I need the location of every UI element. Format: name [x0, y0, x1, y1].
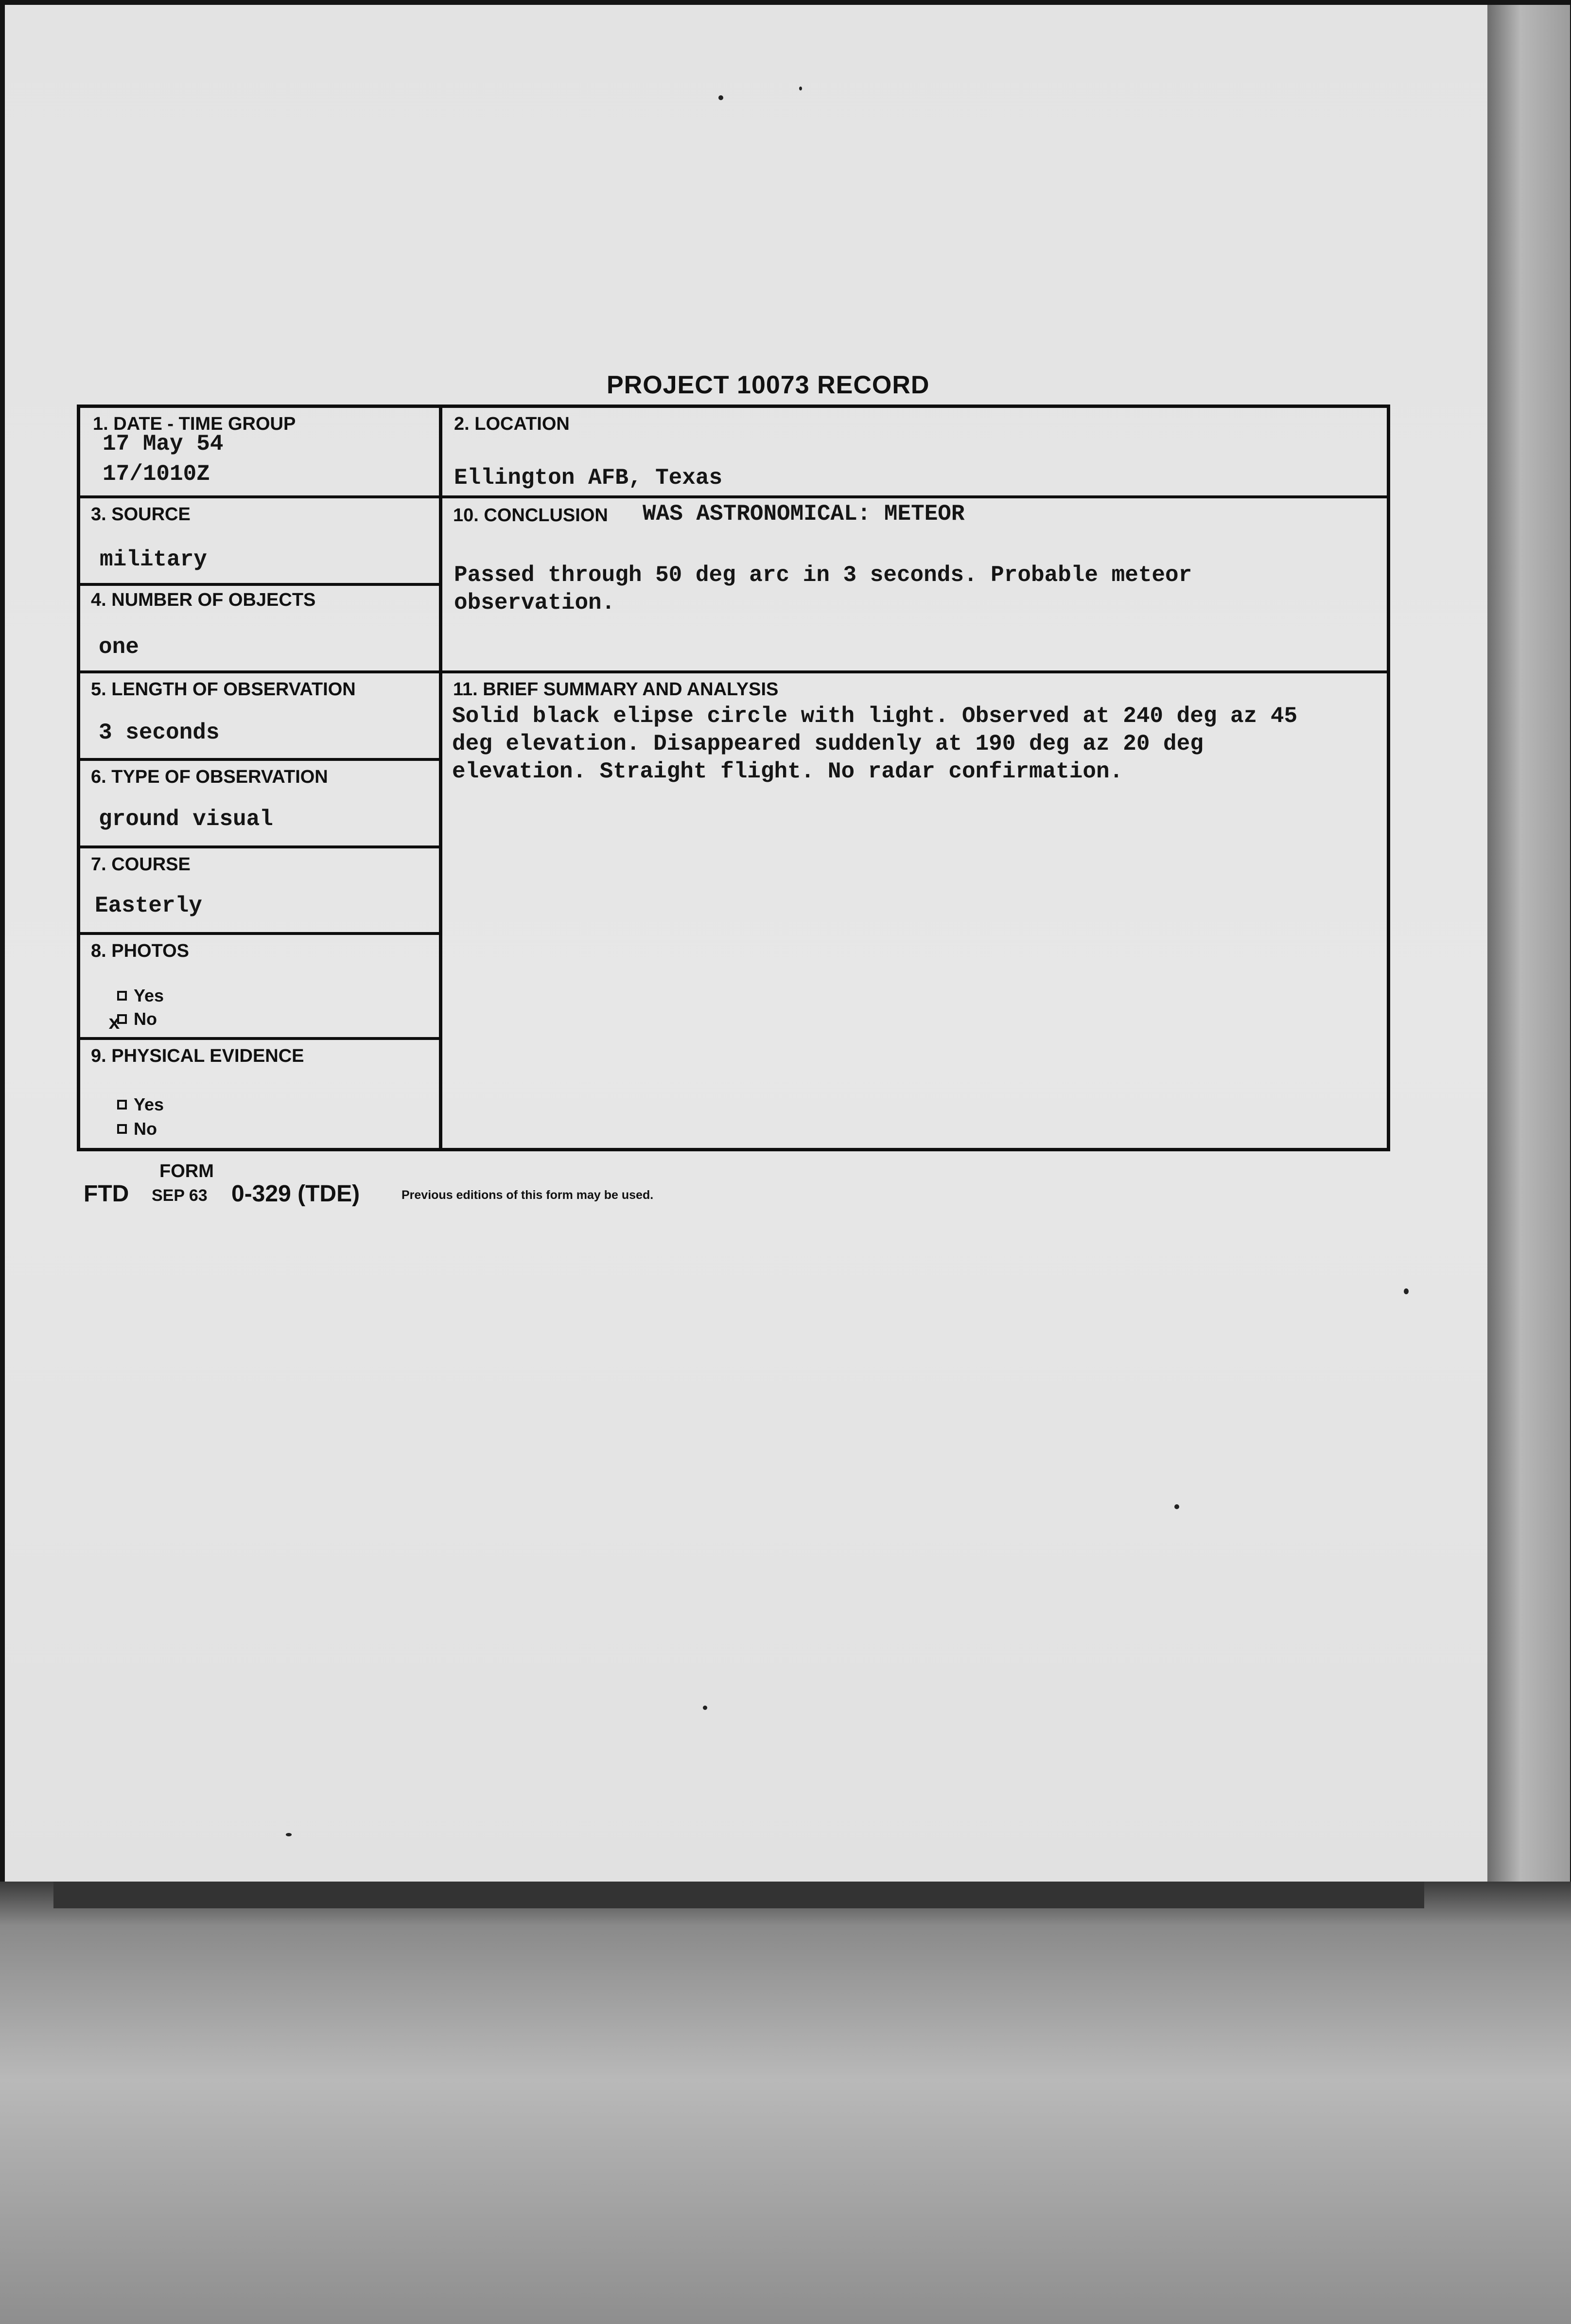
footer-sep: SEP 63: [152, 1186, 208, 1205]
photos-yes-checkbox[interactable]: [117, 991, 127, 1001]
location-cell: [442, 408, 1390, 495]
page-shadow: [53, 1882, 1424, 1908]
page-edge: [1487, 5, 1570, 1882]
course-cell: [80, 848, 439, 932]
physical-yes-option[interactable]: [117, 1094, 164, 1115]
photos-cell: [80, 935, 439, 1037]
summary-label: 11. BRIEF SUMMARY AND ANALYSIS: [453, 679, 779, 700]
dust-speck: [703, 1706, 707, 1710]
footer-form-number: 0-329 (TDE): [231, 1181, 360, 1207]
summary-cell: [442, 673, 1390, 1148]
date-value: 17 May 54: [103, 431, 224, 457]
dust-speck: [1174, 1504, 1179, 1509]
photos-no-option[interactable]: [108, 1009, 157, 1035]
location-value: Ellington AFB, Texas: [454, 465, 723, 491]
physical-evidence-cell: [80, 1040, 439, 1148]
photos-label: 8. PHOTOS: [91, 941, 190, 961]
dust-speck: [286, 1833, 292, 1836]
length-cell: [80, 673, 439, 758]
photos-no-checkbox[interactable]: [108, 1013, 127, 1035]
course-value: Easterly: [95, 893, 202, 918]
dust-speck: [718, 95, 723, 100]
source-cell: [80, 498, 439, 583]
physical-evidence-label: 9. PHYSICAL EVIDENCE: [91, 1046, 304, 1066]
conclusion-cell: [442, 498, 1390, 670]
num-objects-cell: [80, 586, 439, 670]
physical-no-option[interactable]: [117, 1119, 157, 1139]
length-value: 3 seconds: [99, 720, 220, 745]
num-objects-label: 4. NUMBER OF OBJECTS: [91, 590, 316, 610]
physical-no-label: No: [134, 1119, 157, 1139]
photos-no-mark: x: [108, 1013, 121, 1035]
summary-text: Solid black elipse circle with light. Observed at 240 deg az 45 deg elevation. Disappeared suddenly at 190 deg az 20 deg elevation. Straight flight. No radar confirmation.: [452, 704, 1298, 784]
source-value: military: [100, 547, 207, 572]
source-label: 3. SOURCE: [91, 504, 191, 525]
physical-no-checkbox[interactable]: [117, 1124, 127, 1134]
conclusion-value: WAS ASTRONOMICAL: METEOR: [643, 501, 965, 527]
conclusion-label: 10. CONCLUSION: [453, 505, 608, 526]
scan-background: [0, 1882, 1571, 2324]
conclusion-text: Passed through 50 deg arc in 3 seconds. Probable meteor observation.: [454, 563, 1192, 616]
column-divider: [439, 408, 442, 1148]
record-form: [77, 405, 1390, 1151]
photos-yes-option[interactable]: [117, 986, 164, 1006]
type-cell: [80, 761, 439, 845]
footer-note: Previous editions of this form may be used.: [401, 1188, 654, 1202]
location-label: 2. LOCATION: [454, 414, 570, 434]
date-time-cell: [80, 408, 439, 495]
dust-speck: [799, 87, 802, 90]
type-value: ground visual: [99, 807, 273, 832]
num-objects-value: one: [99, 634, 139, 660]
course-label: 7. COURSE: [91, 854, 191, 875]
time-value: 17/1010Z: [103, 461, 210, 487]
footer-ftd: FTD: [84, 1181, 129, 1207]
date-time-label: 1. DATE - TIME GROUP: [93, 414, 296, 434]
length-label: 5. LENGTH OF OBSERVATION: [91, 679, 356, 700]
photos-no-label: No: [134, 1009, 157, 1029]
dust-speck: [1404, 1288, 1409, 1294]
physical-yes-label: Yes: [134, 1094, 164, 1114]
form-title: PROJECT 10073 RECORD: [607, 371, 930, 399]
type-label: 6. TYPE OF OBSERVATION: [91, 767, 328, 787]
footer-form-word: FORM: [159, 1161, 214, 1181]
physical-yes-checkbox[interactable]: [117, 1100, 127, 1109]
photos-yes-label: Yes: [134, 986, 164, 1005]
